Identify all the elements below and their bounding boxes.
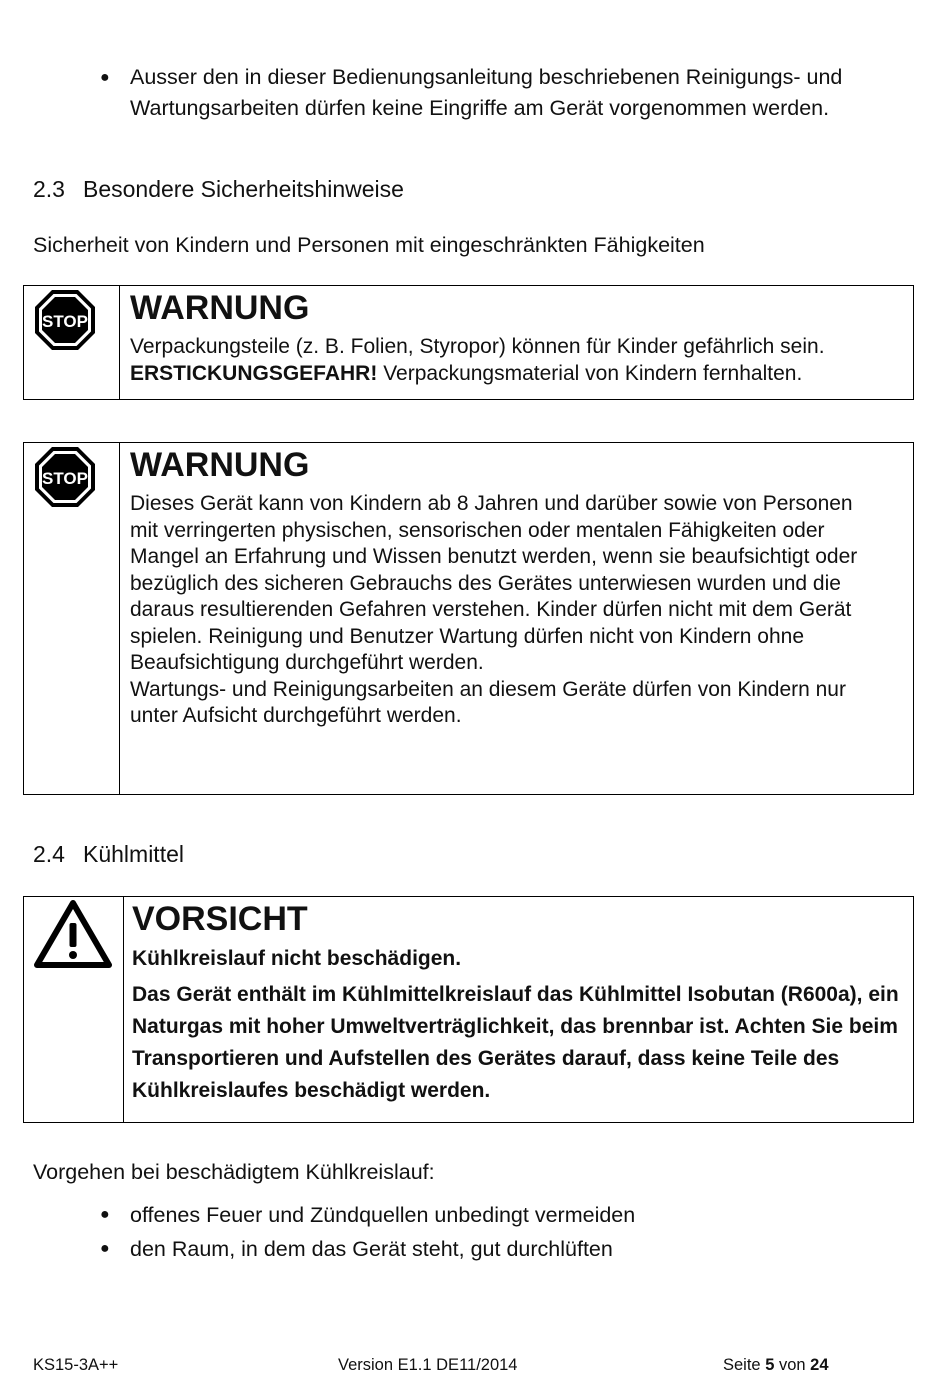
section-subtitle: Sicherheit von Kindern und Personen mit eingeschränkten Fähigkeiten [33, 233, 705, 257]
warning-box-packaging [23, 285, 914, 400]
bullet-marker: ● [100, 1206, 110, 1223]
caution-content [124, 897, 913, 1122]
stop-sign-text: STOP [42, 469, 88, 488]
list-item [0, 62, 900, 124]
warning-line: Verpackungsteile (z. B. Folien, Styropor) können für Kinder gefährlich sein. [130, 335, 825, 358]
stop-sign-text: STOP [42, 312, 88, 331]
warning-triangle-icon [34, 899, 112, 969]
warning-text [130, 334, 903, 387]
warning-text [130, 491, 883, 730]
bullet-marker: ● [100, 1240, 110, 1257]
warning-icon-cell [24, 286, 120, 399]
warning-content [120, 443, 913, 794]
caution-icon-cell [24, 897, 124, 1122]
warning-rest: Verpackungsmaterial von Kindern fernhalten. [377, 361, 803, 385]
footer-page-number [723, 1356, 829, 1375]
bullet-marker: ● [100, 69, 110, 86]
warning-emphasis: ERSTICKUNGSGEFAHR! [130, 361, 378, 385]
warning-icon-cell [24, 443, 120, 794]
warning-title: WARNUNG [130, 446, 310, 484]
warning-paragraph: Dieses Gerät kann von Kindern ab 8 Jahren und darüber sowie von Personen mit verringerten physischen, sensorischen oder mentalen Fähigkeiten oder Mangel an Erfahrung und Wissen benutzt werden, wenn sie beaufsichtigt oder bezüglich des sicheren Gebrauchs des Gerätes unterwiesen wurden und die daraus resultierenden Gefahren verstehen. Kinder dürfen nicht mit dem Gerät spielen. Reinigung und Benutzer Wartung dürfen nicht von Kindern ohne Beaufsichtigung durchgeführt werden. [130, 492, 858, 674]
caution-box [23, 896, 914, 1123]
bullet-text: Ausser den in dieser Bedienungsanleitung beschriebenen Reinigungs- und Wartungsarbeiten dürfen keine Eingriffe am Gerät vorgenommen werden. [130, 65, 843, 120]
list-item [0, 1198, 900, 1232]
page-total: 24 [810, 1356, 829, 1374]
section-number: 2.3 [33, 176, 65, 202]
warning-line [130, 361, 903, 388]
page-label: Seite [723, 1356, 766, 1374]
procedure-intro: Vorgehen bei beschädigtem Kühlkreislauf: [33, 1160, 435, 1184]
section-number: 2.4 [33, 841, 65, 867]
section-heading-2-3 [33, 176, 404, 203]
section-title: Kühlmittel [83, 841, 184, 867]
page-current: 5 [765, 1356, 775, 1374]
stop-sign-icon [33, 445, 97, 509]
bullet-text: den Raum, in dem das Gerät steht, gut durchlüften [130, 1237, 613, 1261]
warning-paragraph: Wartungs- und Reinigungsarbeiten an diesem Geräte dürfen von Kindern nur unter Aufsicht durchgeführt werden. [130, 677, 846, 727]
procedure-list [0, 1198, 900, 1266]
warning-content [120, 286, 913, 399]
list-item [0, 1232, 900, 1266]
warning-box-children [23, 442, 914, 795]
bullet-text: offenes Feuer und Zündquellen unbedingt vermeiden [130, 1203, 636, 1227]
footer-model: KS15-3A++ [33, 1356, 119, 1374]
footer-version: Version E1.1 DE11/2014 [338, 1356, 518, 1374]
caution-title: VORSICHT [132, 900, 308, 938]
caution-line: Kühlkreislauf nicht beschädigen. [132, 947, 462, 970]
warning-title: WARNUNG [130, 289, 310, 327]
caution-paragraph: Das Gerät enthält im Kühlmittelkreislauf das Kühlmittel Isobutan (R600a), ein Naturgas mit hoher Umweltverträglichkeit, das brennbar ist. Achten Sie beim Transportieren und Aufstellen des Gerätes darauf, dass keine Teile des Kühlkreislaufes beschädigt werden. [132, 983, 899, 1102]
section-title: Besondere Sicherheitshinweise [83, 176, 404, 202]
section-heading-2-4 [33, 841, 184, 868]
top-bullet-list [0, 62, 900, 124]
stop-sign-icon [33, 288, 97, 352]
page-separator: von [774, 1356, 811, 1374]
